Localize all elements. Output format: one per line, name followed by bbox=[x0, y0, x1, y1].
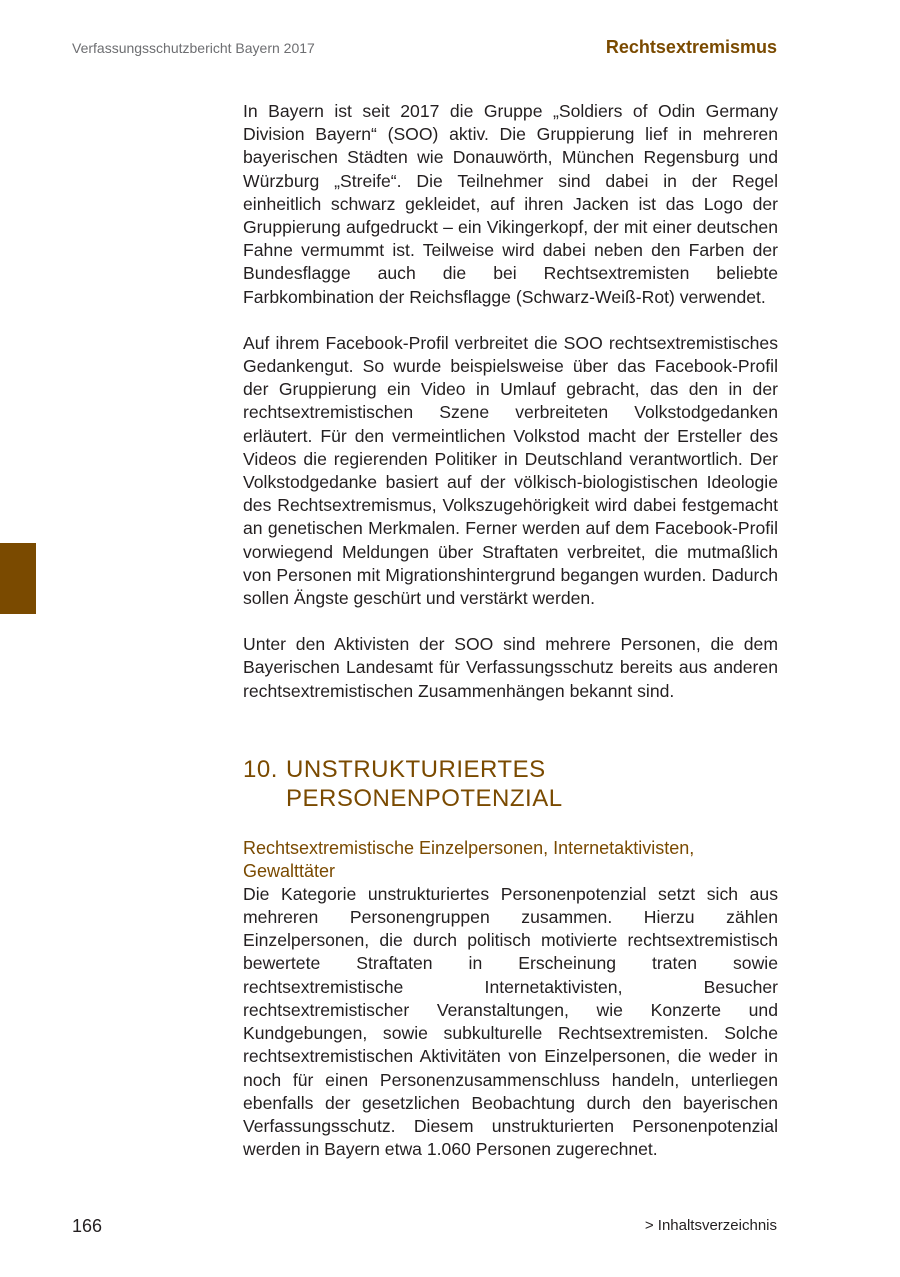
running-header-title: Verfassungsschutzbericht Bayern 2017 bbox=[72, 40, 315, 56]
section-heading bbox=[243, 755, 778, 813]
toc-link[interactable]: > Inhaltsverzeichnis bbox=[644, 1217, 777, 1234]
chapter-title: Rechtsextremismus bbox=[605, 37, 777, 57]
section-title: UNSTRUKTURIERTES PERSONENPOTENZIAL bbox=[286, 755, 563, 812]
main-content bbox=[243, 100, 778, 1161]
section-number: 10. bbox=[243, 755, 278, 783]
page-number: 166 bbox=[72, 1216, 103, 1236]
section-subheading: Rechtsextremistische Einzelpersonen, Internetaktivisten, Gewalttäter bbox=[243, 837, 695, 881]
paragraph-activists: Unter den Aktivisten der SOO sind mehrere Personen, die dem Bayerischen Landesamt für Verfassungsschutz bereits aus anderen rechtsextremistischen Zusammenhängen bekannt sind. bbox=[243, 634, 778, 701]
section-body: Die Kategorie unstrukturiertes Personenpotenzial setzt sich aus mehreren Personengruppen zusammen. Hierzu zählen Einzelpersonen, die durch politisch motivierte rechtsextremistisch bewertete Straftaten in Erscheinung traten sowie rechtsextremistische Internetaktivisten, Besucher rechtsextremistischer Veranstaltungen, wie Konzerte und Kundgebungen, sowie subkulturelle Rechtsextremisten. Solche rechtsextremistischen Aktivitäten von Einzelpersonen, die weder in noch für einen Personenzusammenschluss handeln, unterliegen ebenfalls der gesetzlichen Beobachtung durch den bayerischen Verfassungsschutz. Diesem unstrukturierten Personenpotenzial werden in Bayern etwa 1.060 Personen zugerechnet. bbox=[243, 883, 778, 1160]
paragraph-soo-intro: In Bayern ist seit 2017 die Gruppe „Soldiers of Odin Germany Division Bayern“ (SOO) aktiv. Die Gruppierung lief in mehreren bayerischen Städten wie Donauwörth, München Regensburg und Würzburg „Streife“. Die Teilnehmer sind dabei in der Regel einheitlich schwarz gekleidet, auf ihren Jacken ist das Logo der Gruppierung aufgedruckt – ein Vikingerkopf, der mit einer deutschen Fahne vermummt ist. Teilweise wird dabei neben den Farben der Bundesflagge auch die bei Rechtsextremisten beliebte Farbkombination der Reichsflagge (Schwarz-Weiß-Rot) verwendet. bbox=[243, 101, 778, 307]
paragraph-facebook: Auf ihrem Facebook-Profil verbreitet die SOO rechtsextremistisches Gedankengut. So wurde beispielsweise über das Facebook-Profil der Gruppierung ein Video in Umlauf gebracht, das den in der rechtsextremistischen Szene verbreiteten Volkstodgedanken erläutert. Für den vermeintlichen Volkstod macht der Ersteller des Videos die regierenden Politiker in Deutschland verantwortlich. Der Volkstodgedanke basiert auf der völkisch-biologistischen Ideologie des Rechtsextremismus, Volkszugehörigkeit wird dabei festgemacht an genetischen Merkmalen. Ferner werden auf dem Facebook-Profil vorwiegend Meldungen über Straftaten verbreitet, die mutmaßlich von Personen mit Migrationshintergrund begangen wurden. Dadurch sollen Ängste geschürt und verstärkt werden. bbox=[243, 332, 778, 609]
chapter-marker-tab bbox=[0, 543, 36, 614]
